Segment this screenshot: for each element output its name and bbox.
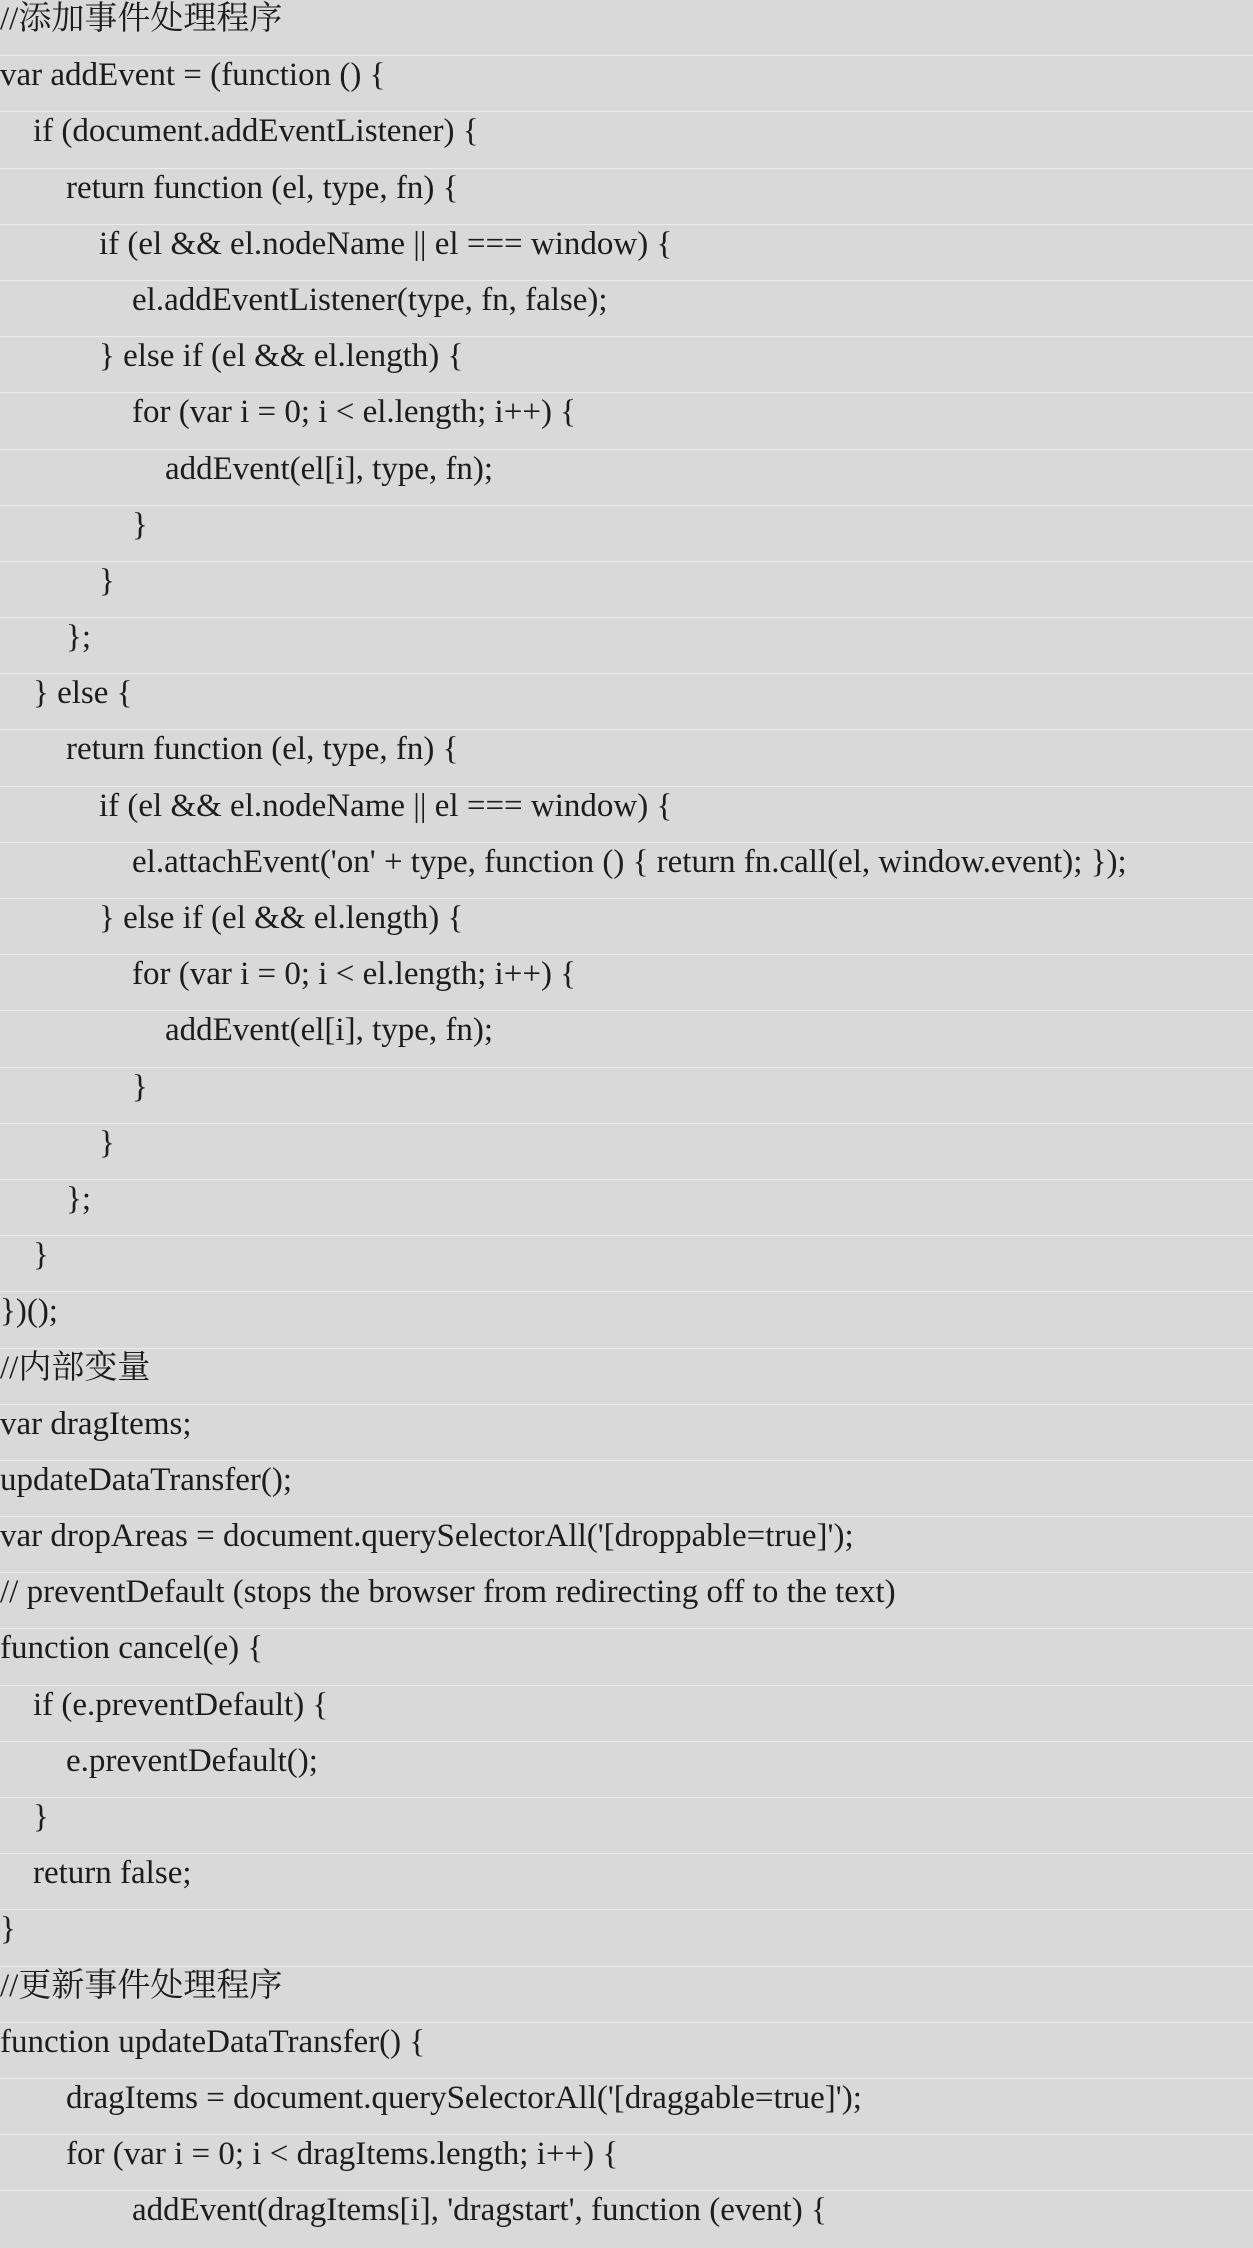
code-line-15: if (el && el.nodeName || el === window) {	[0, 787, 1253, 843]
code-line-17: } else if (el && el.length) {	[0, 899, 1253, 955]
code-line-1: //添加事件处理程序	[0, 0, 1253, 56]
code-line-16: el.attachEvent('on' + type, function () { return fn.call(el, window.event); });	[0, 843, 1253, 899]
code-line-14: return function (el, type, fn) {	[0, 730, 1253, 786]
code-line-25: //内部变量	[0, 1349, 1253, 1405]
code-line-40: addEvent(dragItems[i], 'dragstart', function (event) {	[0, 2192, 827, 2229]
code-line-20: }	[0, 1068, 1253, 1124]
code-line-18: for (var i = 0; i < el.length; i++) {	[0, 955, 1253, 1011]
code-line-35: }	[0, 1910, 1253, 1966]
code-line-2: var addEvent = (function () {	[0, 56, 1253, 112]
code-line-22: };	[0, 1180, 1253, 1236]
code-line-10: }	[0, 506, 1253, 562]
code-line-4: return function (el, type, fn) {	[0, 169, 1253, 225]
code-line-29: // preventDefault (stops the browser from redirecting off to the text)	[0, 1573, 1253, 1629]
code-line-37: function updateDataTransfer() {	[0, 2023, 1253, 2079]
code-line-21: }	[0, 1124, 1253, 1180]
code-line-30: function cancel(e) {	[0, 1629, 1253, 1685]
code-line-6: el.addEventListener(type, fn, false);	[0, 281, 1253, 337]
code-line-12: };	[0, 618, 1253, 674]
code-line-24: })();	[0, 1292, 1253, 1348]
code-line-26: var dragItems;	[0, 1405, 1253, 1461]
code-line-5: if (el && el.nodeName || el === window) {	[0, 225, 1253, 281]
code-line-3: if (document.addEventListener) {	[0, 112, 1253, 168]
code-line-34: return false;	[0, 1854, 1253, 1910]
code-line-38: dragItems = document.querySelectorAll('[draggable=true]');	[0, 2079, 1253, 2135]
code-line-23: }	[0, 1236, 1253, 1292]
code-line-7: } else if (el && el.length) {	[0, 337, 1253, 393]
code-line-28: var dropAreas = document.querySelectorAll('[droppable=true]');	[0, 1517, 1253, 1573]
code-line-27: updateDataTransfer();	[0, 1461, 1253, 1517]
code-line-32: e.preventDefault();	[0, 1742, 1253, 1798]
code-line-8: for (var i = 0; i < el.length; i++) {	[0, 393, 1253, 449]
code-line-13: } else {	[0, 674, 1253, 730]
code-line-31: if (e.preventDefault) {	[0, 1686, 1253, 1742]
code-line-39: for (var i = 0; i < dragItems.length; i++) {	[0, 2135, 1253, 2191]
code-line-19: addEvent(el[i], type, fn);	[0, 1011, 1253, 1067]
code-line-36: //更新事件处理程序	[0, 1967, 1253, 2023]
code-line-33: }	[0, 1798, 1253, 1854]
code-line-11: }	[0, 562, 1253, 618]
code-line-9: addEvent(el[i], type, fn);	[0, 450, 1253, 506]
